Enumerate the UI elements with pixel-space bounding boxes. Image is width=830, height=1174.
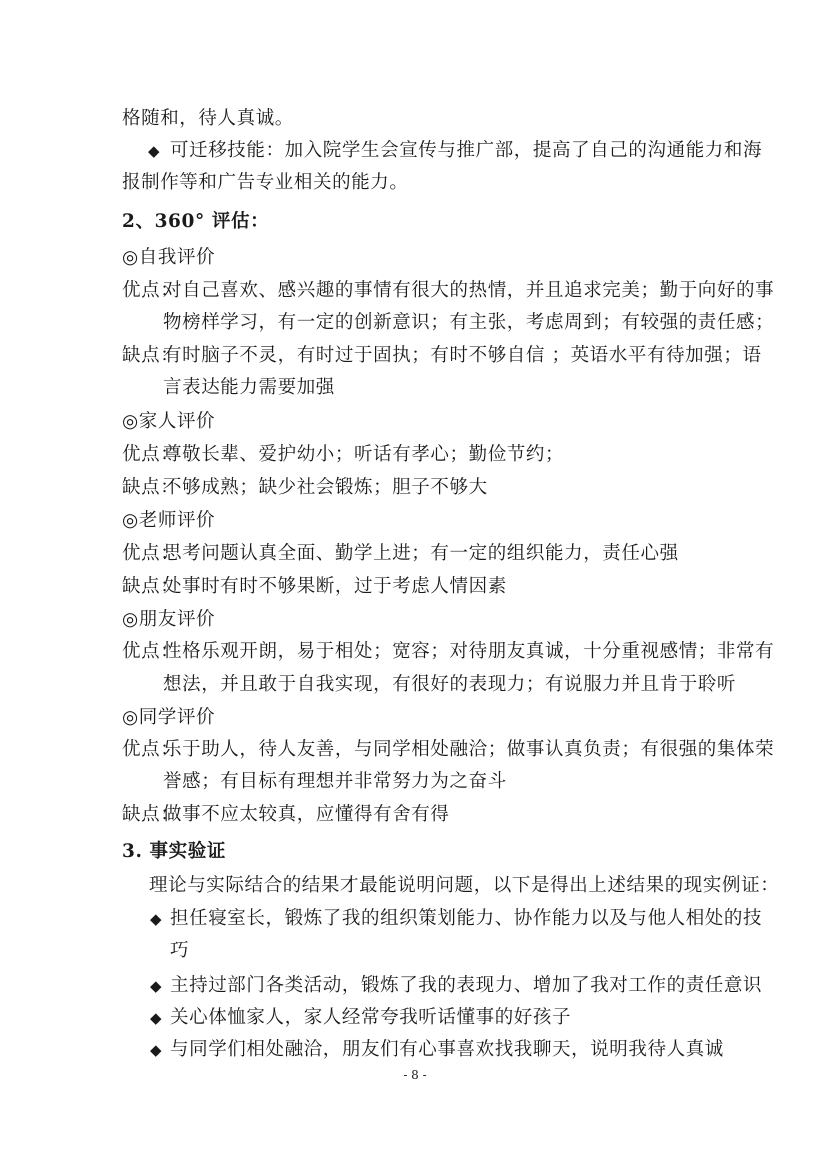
pros-label: 优点： [122,280,180,301]
pros-text: 想法，并且敢于自我实现，有很好的表现力；有说服力并且肯于聆听 [163,674,737,695]
pros-text: 性格乐观开朗，易于相处；宽容；对待朋友真诚，十分重视感情；非常有 [163,641,775,662]
diamond-bullet-icon: ◆ [150,910,162,928]
bullet-text: 主持过部门各类活动，锻炼了我的表现力、增加了我对工作的责任意识 [170,975,763,996]
section-heading: 3. 事实验证 [122,841,226,862]
eval-title: ◎自我评价 [122,247,216,268]
pros-text: 对自己喜欢、感兴趣的事情有很大的热情，并且追求完美；勤于向好的事 [163,280,775,301]
skill-line: 可迁移技能：加入院学生会宣传与推广部，提高了自己的沟通能力和海 [170,140,763,161]
pros-label: 优点： [122,739,180,760]
page-number: - 8 - [403,1068,427,1082]
diamond-bullet-icon: ◆ [150,1009,162,1027]
bullet-text: 巧 [170,940,190,961]
pros-text: 乐于助人，待人友善，与同学相处融洽；做事认真负责；有很强的集体荣 [163,739,775,760]
paragraph-line: 格随和，待人真诚。 [122,108,294,129]
eval-title: ◎朋友评价 [122,609,216,630]
pros-label: 优点： [122,444,180,465]
eval-title: ◎家人评价 [122,411,216,432]
bullet-text: 关心体恤家人，家人经常夸我听话懂事的好孩子 [170,1007,572,1028]
cons-label: 缺点： [122,576,180,597]
diamond-bullet-icon: ◆ [148,142,160,160]
pros-label: 优点： [122,641,180,662]
bullet-text: 担任寝室长，锻炼了我的组织策划能力、协作能力以及与他人相处的技 [170,908,763,929]
pros-label: 优点： [122,543,180,564]
cons-text: 不够成熟；缺少社会锻炼；胆子不够大 [163,477,488,498]
pros-text: 思考问题认真全面、勤学上进；有一定的组织能力，责任心强 [163,543,679,564]
cons-label: 缺点： [122,804,180,825]
cons-text: 有时脑子不灵，有时过于固执；有时不够自信 ；英语水平有待加强；语 [163,345,762,366]
cons-text: 做事不应太较真，应懂得有舍有得 [163,804,450,825]
pros-text: 物榜样学习，有一定的创新意识；有主张，考虑周到；有较强的责任感； [163,312,775,333]
diamond-bullet-icon: ◆ [150,1041,162,1059]
pros-text: 尊敬长辈、爱护幼小；听话有孝心；勤俭节约； [163,444,565,465]
cons-label: 缺点： [122,477,180,498]
cons-text: 言表达能力需要加强 [163,377,335,398]
cons-text: 处事时有时不够果断，过于考虑人情因素 [163,576,507,597]
pros-text: 誉感；有目标有理想并非常努力为之奋斗 [163,771,507,792]
diamond-bullet-icon: ◆ [150,977,162,995]
paragraph-line: 理论与实际结合的结果才最能说明问题，以下是得出上述结果的现实例证： [149,875,780,896]
bullet-text: 与同学们相处融洽，朋友们有心事喜欢找我聊天，说明我待人真诚 [170,1039,724,1060]
cons-label: 缺点： [122,345,180,366]
section-heading: 2、360° 评估： [122,211,270,232]
eval-title: ◎同学评价 [122,707,216,728]
skill-line: 报制作等和广告专业相关的能力。 [122,172,409,193]
eval-title: ◎老师评价 [122,510,216,531]
